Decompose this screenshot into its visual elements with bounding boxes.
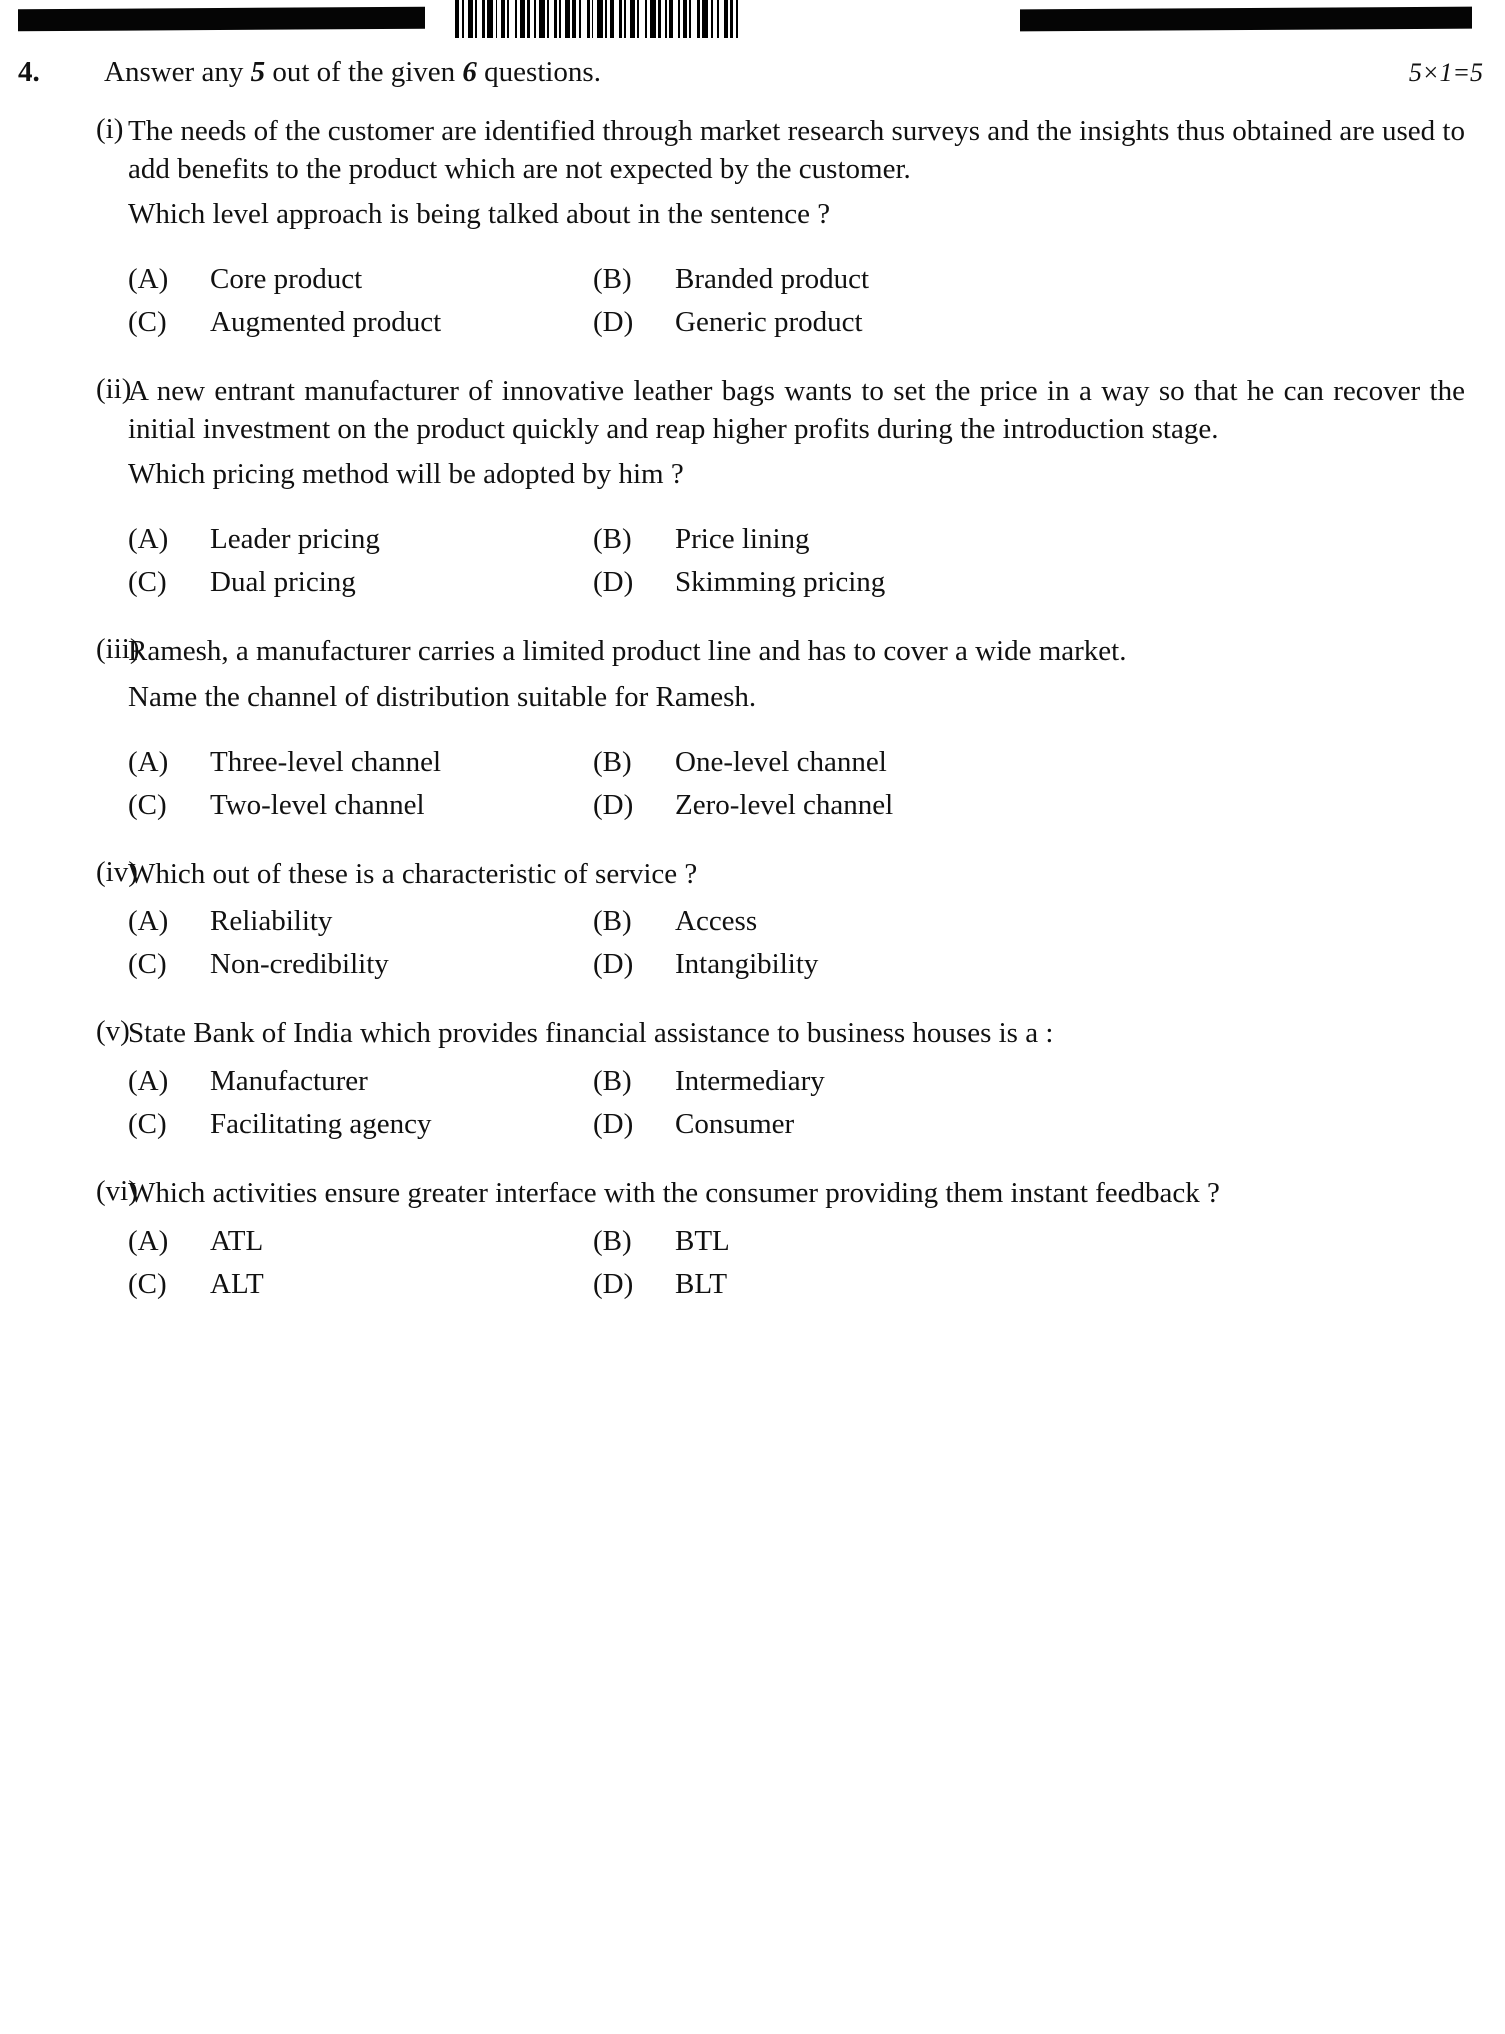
sub-question-prompt: Which level approach is being talked about in the sentence ? [128,198,831,231]
options-row [128,1065,1465,1098]
option-c-label: Non-credibility [210,948,389,981]
option-b-key: (B) [593,745,632,778]
option-b[interactable] [593,263,1465,296]
options-group [128,1225,1465,1301]
sub-question-body [128,633,1465,831]
question-instruction [104,56,1389,89]
sub-question-ii [0,373,1505,609]
options-group [128,905,1465,981]
option-b-label: One-level channel [675,745,887,778]
sub-question-body [128,1175,1465,1311]
options-row [128,566,1465,599]
option-c[interactable] [128,948,593,981]
options-row [128,905,1465,938]
sub-question-body [128,856,1465,992]
sub-question-v [0,1015,1505,1151]
option-c-key: (C) [128,1107,167,1140]
option-b-label: Branded product [675,263,870,296]
redacted-text-bar-left [18,7,425,31]
sub-question-body [128,113,1465,349]
option-b-label: Price lining [675,523,810,556]
options-row [128,306,1465,339]
option-a-key: (A) [128,745,169,778]
option-d[interactable] [593,1268,1465,1301]
option-b[interactable] [593,1065,1465,1098]
option-d[interactable] [593,948,1465,981]
option-c[interactable] [128,789,593,822]
sub-question-stem: The needs of the customer are identified through market research surveys and the insights thus obtained are used to add benefits to the product which are not expected by the customer. [128,115,1465,185]
option-d[interactable] [593,306,1465,339]
option-a[interactable] [128,263,593,296]
barcode [455,0,740,40]
option-b-key: (B) [593,523,632,556]
sub-question-stem: Which activities ensure greater interface with the consumer providing them instant feedback ? [128,1176,1220,1209]
option-a-label: Reliability [210,905,333,938]
option-d-label: Consumer [675,1107,795,1140]
sub-question-body [128,373,1465,609]
option-a[interactable] [128,1065,593,1098]
option-d-key: (D) [593,1267,634,1300]
option-d-label: Zero-level channel [675,788,894,821]
option-a-label: Leader pricing [210,523,380,556]
option-a-label: ATL [210,1224,264,1257]
options-row [128,746,1465,779]
question-number: 4. [18,56,40,88]
option-d-key: (D) [593,788,634,821]
sub-question-iv [0,856,1505,992]
option-a-key: (A) [128,523,169,556]
sub-question-vi [0,1175,1505,1311]
options-row [128,263,1465,296]
option-a-key: (A) [128,1064,169,1097]
options-row [128,948,1465,981]
option-b[interactable] [593,905,1465,938]
option-a[interactable] [128,746,593,779]
option-a-key: (A) [128,905,169,938]
marks-allocation: 5×1=5 [1408,58,1483,87]
option-c[interactable] [128,306,593,339]
option-a[interactable] [128,523,593,556]
sub-question-label: (vi) [96,1174,138,1207]
sub-question-label: (iv) [96,855,138,888]
option-c-key: (C) [128,566,167,599]
options-group [128,746,1465,822]
sub-question-label: (ii) [96,373,132,406]
option-d-key: (D) [593,566,634,599]
options-row [128,1225,1465,1258]
option-d-label: Skimming pricing [675,566,886,599]
instruction-prefix: Answer any [104,56,251,88]
option-a-label: Three-level channel [210,745,442,778]
option-c-label: Two-level channel [210,788,425,821]
options-group [128,263,1465,339]
option-d-label: Intangibility [675,948,819,981]
sub-question-stem: A new entrant manufacturer of innovative leather bags wants to set the price in a way so that he can recover the initial investment on the product quickly and reap higher profits during the introduction stage. [128,375,1465,445]
option-b-label: Access [675,905,758,938]
option-d-label: Generic product [675,306,863,339]
option-c[interactable] [128,1108,593,1141]
sub-question-stem: Ramesh, a manufacturer carries a limited product line and has to cover a wide market. [128,635,1127,668]
options-group [128,523,1465,599]
sub-question-label: (iii) [96,633,140,666]
option-c-label: Facilitating agency [210,1107,432,1140]
option-c-label: ALT [210,1267,264,1300]
option-c-key: (C) [128,306,167,339]
option-c[interactable] [128,566,593,599]
sub-question-stem: State Bank of India which provides financial assistance to business houses is a : [128,1017,1054,1050]
instruction-count-answer: 5 [250,56,266,88]
option-b-key: (B) [593,1224,632,1257]
options-row [128,1108,1465,1141]
option-a-key: (A) [128,1224,169,1257]
option-a[interactable] [128,1225,593,1258]
options-row [128,523,1465,556]
option-a-key: (A) [128,263,169,296]
option-c-key: (C) [128,948,167,981]
option-b[interactable] [593,1225,1465,1258]
option-c-key: (C) [128,1267,167,1300]
sub-question-i [0,113,1505,349]
option-b-key: (B) [593,1064,632,1097]
option-d[interactable] [593,1108,1465,1141]
option-c-key: (C) [128,788,167,821]
option-a-label: Core product [210,263,363,296]
sub-question-prompt: Which pricing method will be adopted by him ? [128,458,684,491]
questions-container [0,113,1505,1311]
sub-question-iii [0,633,1505,831]
sub-question-prompt: Name the channel of distribution suitable for Ramesh. [128,680,757,713]
options-row [128,1268,1465,1301]
instruction-count-total: 6 [462,56,477,88]
sub-question-body [128,1015,1465,1151]
option-d[interactable] [593,566,1465,599]
option-a[interactable] [128,905,593,938]
option-b[interactable] [593,746,1465,779]
instruction-middle: out of the given [265,56,463,88]
instruction-suffix: questions. [476,56,601,88]
sub-question-label: (i) [96,113,124,145]
redacted-text-bar-right [1020,7,1472,32]
option-c-label: Augmented product [210,306,442,339]
options-group [128,1065,1465,1141]
option-d-label: BLT [675,1267,728,1300]
option-b-key: (B) [593,905,632,938]
scan-header [0,0,1505,42]
option-c[interactable] [128,1268,593,1301]
option-d[interactable] [593,789,1465,822]
question-header [0,42,1505,89]
option-d-key: (D) [593,306,634,339]
options-row [128,789,1465,822]
option-b-key: (B) [593,263,632,296]
sub-question-label: (v) [96,1015,130,1048]
option-d-key: (D) [593,948,634,981]
option-d-key: (D) [593,1107,634,1140]
option-c-label: Dual pricing [210,566,356,599]
option-b-label: BTL [675,1224,730,1257]
option-b-label: Intermediary [675,1064,825,1097]
option-a-label: Manufacturer [210,1064,368,1097]
sub-question-stem: Which out of these is a characteristic of service ? [128,857,698,890]
option-b[interactable] [593,523,1465,556]
